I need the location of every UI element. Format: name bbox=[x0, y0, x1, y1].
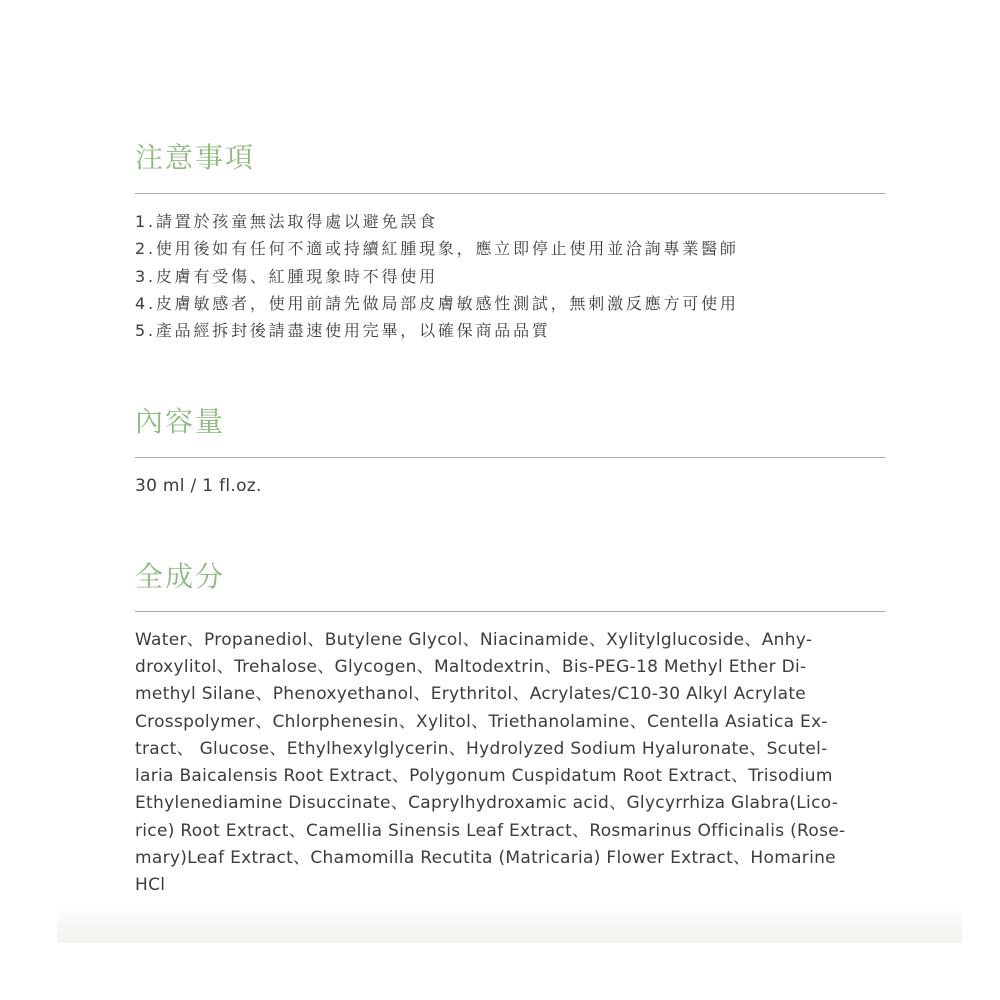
ingredients-text bbox=[135, 627, 885, 899]
ingredients-line: laria Baicalensis Root Extract、Polygonum Cuspidatum Root Extract、Trisodium bbox=[135, 766, 833, 787]
ingredients-divider bbox=[135, 611, 885, 612]
volume-value: 30 ml / 1 fl.oz. bbox=[135, 476, 262, 496]
precaution-item: 5.產品經拆封後請盡速使用完畢，以確保商品品質 bbox=[135, 321, 551, 340]
precautions-divider bbox=[135, 193, 885, 194]
ingredients-line: tract、 Glucose、Ethylhexylglycerin、Hydrolyzed Sodium Hyaluronate、Scutel- bbox=[135, 738, 828, 759]
precaution-item: 4.皮膚敏感者，使用前請先做局部皮膚敏感性測試，無刺激反應方可使用 bbox=[135, 293, 739, 313]
ingredients-line: mary)Leaf Extract、Chamomilla Recutita (Matricaria) Flower Extract、Homarine bbox=[135, 847, 836, 868]
bottom-shade-band bbox=[57, 911, 962, 943]
ingredients-line: Water、Propanediol、Butylene Glycol、Niacinamide、Xylitylglucoside、Anhy- bbox=[135, 630, 813, 650]
precaution-item: 2.使用後如有任何不適或持續紅腫現象，應立即停止使用並洽詢專業醫師 bbox=[135, 239, 739, 259]
ingredients-line: methyl Silane、Phenoxyethanol、Erythritol、Acrylates/C10-30 Alkyl Acrylate bbox=[135, 684, 807, 705]
volume-heading: 內容量 bbox=[135, 405, 226, 438]
volume-divider bbox=[135, 457, 885, 458]
precaution-item: 1.請置於孩童無法取得處以避免誤食 bbox=[135, 212, 438, 231]
ingredients-line: HCl bbox=[135, 874, 166, 895]
ingredients-line: Crosspolymer、Chlorphenesin、Xylitol、Triethanolamine、Centella Asiatica Ex- bbox=[135, 711, 828, 732]
ingredients-line: rice) Root Extract、Camellia Sinensis Leaf Extract、Rosmarinus Officinalis (Rose- bbox=[135, 820, 846, 841]
precautions-list bbox=[135, 208, 885, 344]
ingredients-line: Ethylenediamine Disuccinate、Caprylhydroxamic acid、Glycyrrhiza Glabra(Lico- bbox=[135, 793, 839, 814]
ingredients-line: droxylitol、Trehalose、Glycogen、Maltodextrin、Bis-PEG-18 Methyl Ether Di- bbox=[135, 657, 807, 678]
ingredients-heading: 全成分 bbox=[135, 560, 226, 593]
precaution-item: 3.皮膚有受傷、紅腫現象時不得使用 bbox=[135, 266, 438, 286]
precautions-heading: 注意事項 bbox=[135, 141, 256, 174]
